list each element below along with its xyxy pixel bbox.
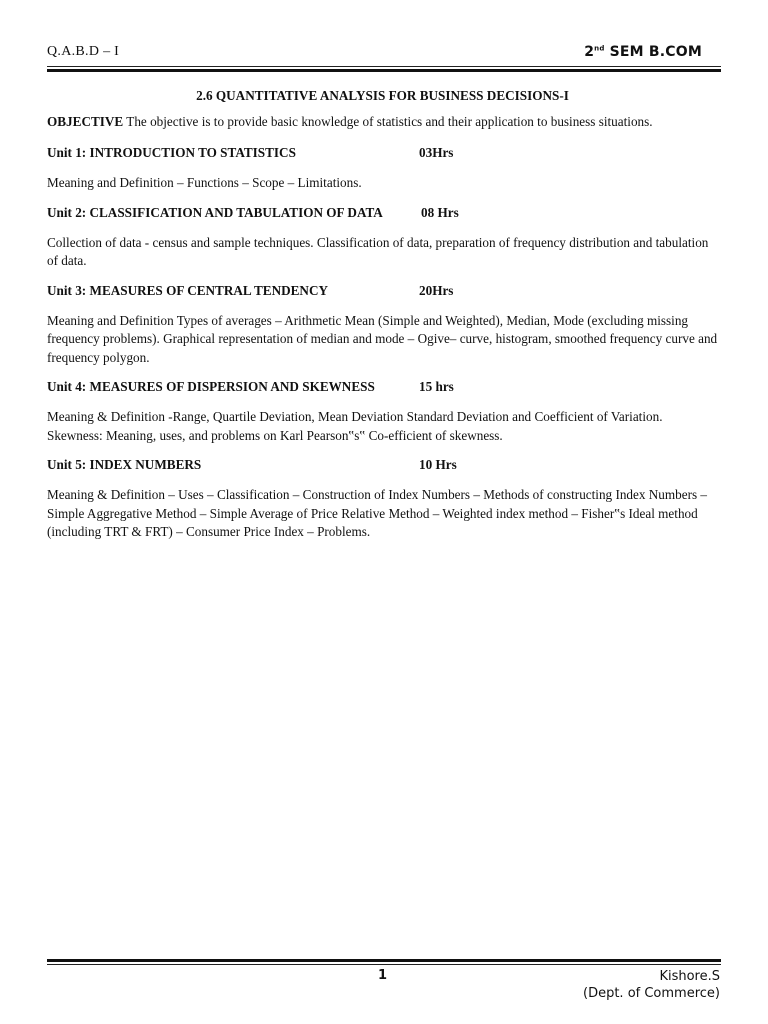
unit-4-heading [47,378,718,397]
unit-1-content: Meaning and Definition – Functions – Scope – Limitations. [47,175,362,190]
unit-5-hours: 10 Hrs [419,457,457,472]
unit-3-heading [47,282,718,301]
unit-3-content: Meaning and Definition Types of averages – Arithmetic Mean (Simple and Weighted), Median, Mode (excluding missing frequency problems). Graphical representation of median and mode – Ogive– curve, histogram, smoothed frequency curve and frequency polygon. [47,312,718,365]
header-course-code: Q.A.B.D – I [47,44,120,59]
header-semester [584,44,702,60]
unit-2-hours: 08 Hrs [421,204,459,220]
header-sem-suffix: nd [594,44,605,53]
unit-5-title: Unit 5: INDEX NUMBERS [47,457,202,472]
unit-3-title: Unit 3: MEASURES OF CENTRAL TENDENCY [47,282,329,298]
unit-2-content: Collection of data - census and sample techniques. Classification of data, preparation of frequency distribution and tabulation of data. [47,234,709,268]
author-name: Kishore.S [659,969,720,984]
unit-1-hours: 03Hrs [419,145,454,160]
header-rule-thick [47,69,721,72]
unit-5-content: Meaning & Definition – Uses – Classification – Construction of Index Numbers – Methods of constructing Index Numbers – Simple Aggregative Method – Simple Average of Price Relative Method – Weighted index method – Fisher‟s Ideal method (including TRT & FRT) – Consumer Price Index – Problems. [47,487,708,539]
unit-1-title: Unit 1: INTRODUCTION TO STATISTICS [47,145,296,160]
header-sem-text: SEM B.COM [604,44,702,60]
unit-4-hours: 15 hrs [419,379,454,394]
footer-rule-thin [47,964,721,965]
unit-1-heading [47,144,718,163]
unit-5-heading [47,456,718,475]
unit-4-content: Meaning & Definition -Range, Quartile Deviation, Mean Deviation Standard Deviation and Coefficient of Variation. Skewness: Meaning, uses, and problems on Karl Pearson‟s‟ Co-efficient of skewness. [47,409,663,443]
unit-2-title: Unit 2: CLASSIFICATION AND TABULATION OF DATA [47,204,383,220]
unit-3-hours: 20Hrs [419,282,454,298]
objective-label: OBJECTIVE [47,113,124,129]
author-department: (Dept. of Commerce) [583,986,720,1001]
header-sem-number: 2 [584,44,595,60]
unit-2-heading [47,204,718,223]
header-rule-thin [47,66,721,67]
footer-author [583,968,720,1002]
footer-rule-thick [47,959,721,962]
page-number: 1 [378,968,388,983]
document-body [47,87,718,542]
document-title: 2.6 QUANTITATIVE ANALYSIS FOR BUSINESS DECISIONS-I [196,88,569,103]
unit-4-title: Unit 4: MEASURES OF DISPERSION AND SKEWNESS [47,379,375,394]
objective-paragraph [47,113,718,132]
objective-text: The objective is to provide basic knowledge of statistics and their application to business situations. [123,113,653,129]
